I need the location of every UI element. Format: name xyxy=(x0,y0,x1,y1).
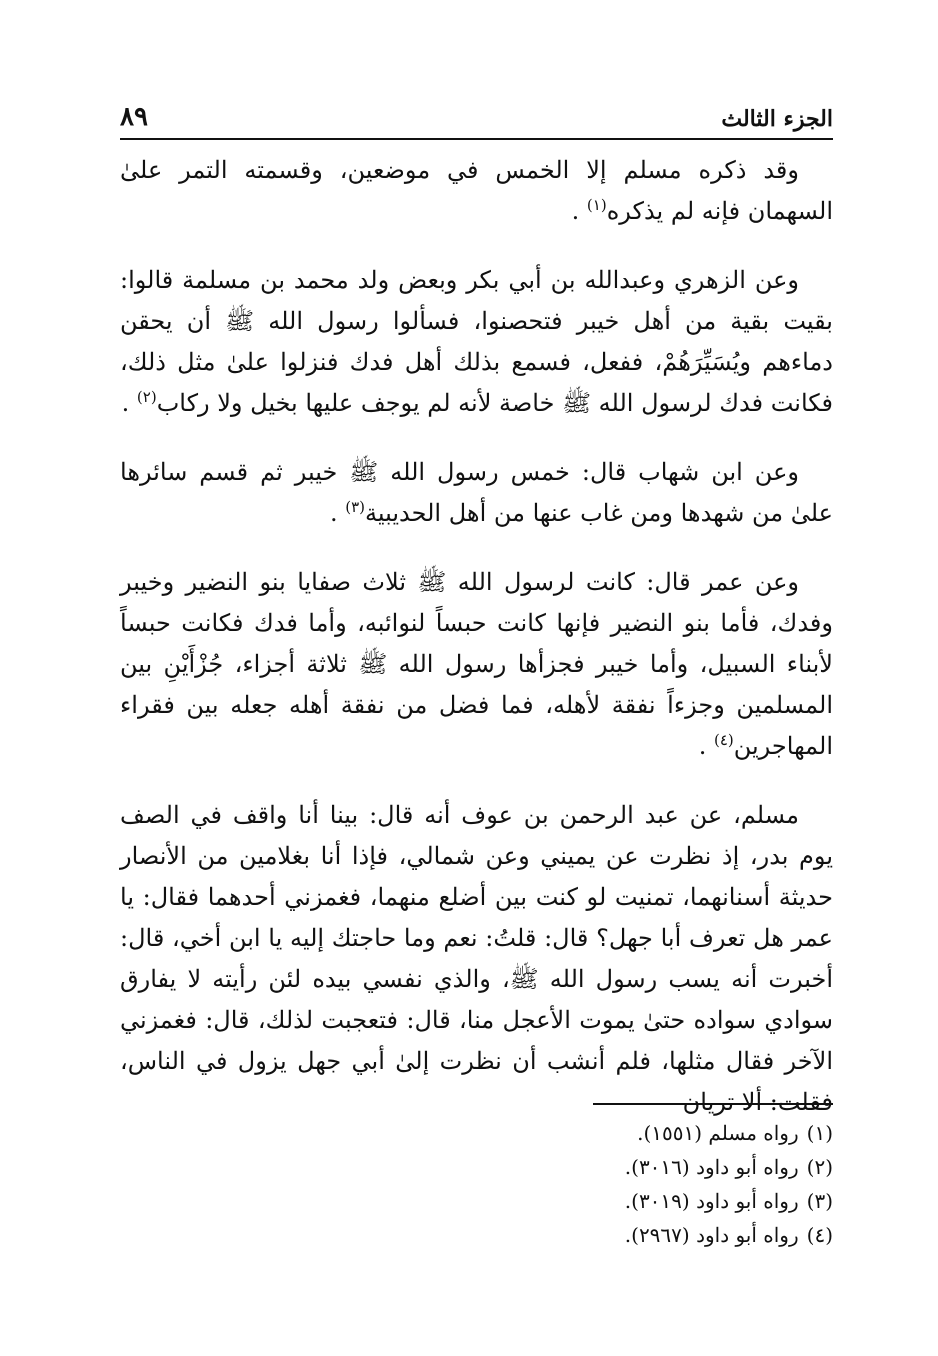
paragraph-text: مسلم، عن عبد الرحمن بن عوف أنه قال: بينا أنا واقف في الصف يوم بدر، إذ نظرت عن يميني وعن شمالي، فإذا أنا بغلامين من الأنصار حديثة أسنانهما، تمنيت لو كنت بين أضلع منهما، فغمزني أحدهما فقال: يا عمر هل تعرف أبا جهل؟ قال: قلتُ: نعم وما حاجتك إليه يا ابن أخي، قال: أخبرت أنه يسب رسول الله ﷺ، والذي نفسي بيده لئن رأيته لا يفارق سوادي سواده حتىٰ يموت الأعجل منا، قال: فتعجبت لذلك، قال: فغمزني الآخر فقال مثلها، فلم أنشب أن نظرت إلىٰ أبي جهل يزول في الناس، فقلت: ألا تريان xyxy=(120,801,833,1116)
paragraph xyxy=(120,150,833,232)
footnote-text: رواه أبو داود (٣٠١٩). xyxy=(624,1189,799,1213)
paragraph-text: وعن عمر قال: كانت لرسول الله ﷺ ثلاث صفايا بنو النضير وخيبر وفدك، فأما بنو النضير فإنها كانت حبساً لنوائبه، وأما فدك فكانت حبساً لأبناء السبيل، وأما خيبر فجزأها رسول الله ﷺ ثلاثة أجزاء، جُزْأَيْنِ بين المسلمين وجزءاً نفقة لأهله، فما فضل من نفقة أهله جعله بين فقراء المهاجرين xyxy=(120,568,833,760)
footnote-text: رواه أبو داود (٣٠١٦). xyxy=(624,1155,799,1179)
paragraph-text: وقد ذكره مسلم إلا الخمس في موضعين، وقسمته التمر علىٰ السهمان فإنه لم يذكره xyxy=(120,156,833,225)
page-number: ٨٩ xyxy=(120,102,148,132)
footnote-number: (٢) xyxy=(806,1155,833,1179)
paragraph xyxy=(120,452,833,534)
paragraph-end: . xyxy=(121,389,137,417)
main-text xyxy=(120,150,833,1151)
footnote xyxy=(400,1116,833,1150)
page-header xyxy=(120,94,833,140)
footnote-ref: (٤) xyxy=(713,731,734,749)
footnote-number: (١) xyxy=(806,1121,833,1145)
footnote-ref: (٢) xyxy=(136,388,157,406)
footnote-text: رواه أبو داود (٢٩٦٧). xyxy=(624,1223,799,1247)
paragraph xyxy=(120,562,833,767)
footnotes xyxy=(400,1116,833,1252)
paragraph-end: . xyxy=(329,499,346,527)
paragraph-end: . xyxy=(698,732,714,760)
footnote-number: (٣) xyxy=(806,1189,833,1213)
paragraph xyxy=(120,795,833,1123)
footnote-text: رواه مسلم (١٥٥١). xyxy=(637,1121,799,1145)
running-head: الجزء الثالث xyxy=(721,106,833,132)
footnote xyxy=(400,1150,833,1184)
footnote xyxy=(400,1184,833,1218)
paragraph-text: وعن الزهري وعبدالله بن أبي بكر وبعض ولد محمد بن مسلمة قالوا: بقيت بقية من أهل خيبر فتحصنوا، فسألوا رسول الله ﷺ أن يحقن دماءهم ويُسَيِّرَهُمْ، ففعل، فسمع بذلك أهل فدك فنزلوا علىٰ مثل ذلك، فكانت فدك لرسول الله ﷺ خاصة لأنه لم يوجف عليها بخيل ولا ركاب xyxy=(120,266,833,417)
footnote xyxy=(400,1218,833,1252)
footnote-divider xyxy=(593,1103,833,1105)
paragraph xyxy=(120,260,833,424)
footnote-ref: (٣) xyxy=(345,498,365,516)
footnote-number: (٤) xyxy=(806,1223,833,1247)
paragraph-end: . xyxy=(571,197,587,225)
footnote-ref: (١) xyxy=(586,196,607,214)
paragraph-text: وعن ابن شهاب قال: خمس رسول الله ﷺ خيبر ثم قسم سائرها علىٰ من شهدها ومن غاب عنها من أهل الحديبية xyxy=(120,458,833,527)
